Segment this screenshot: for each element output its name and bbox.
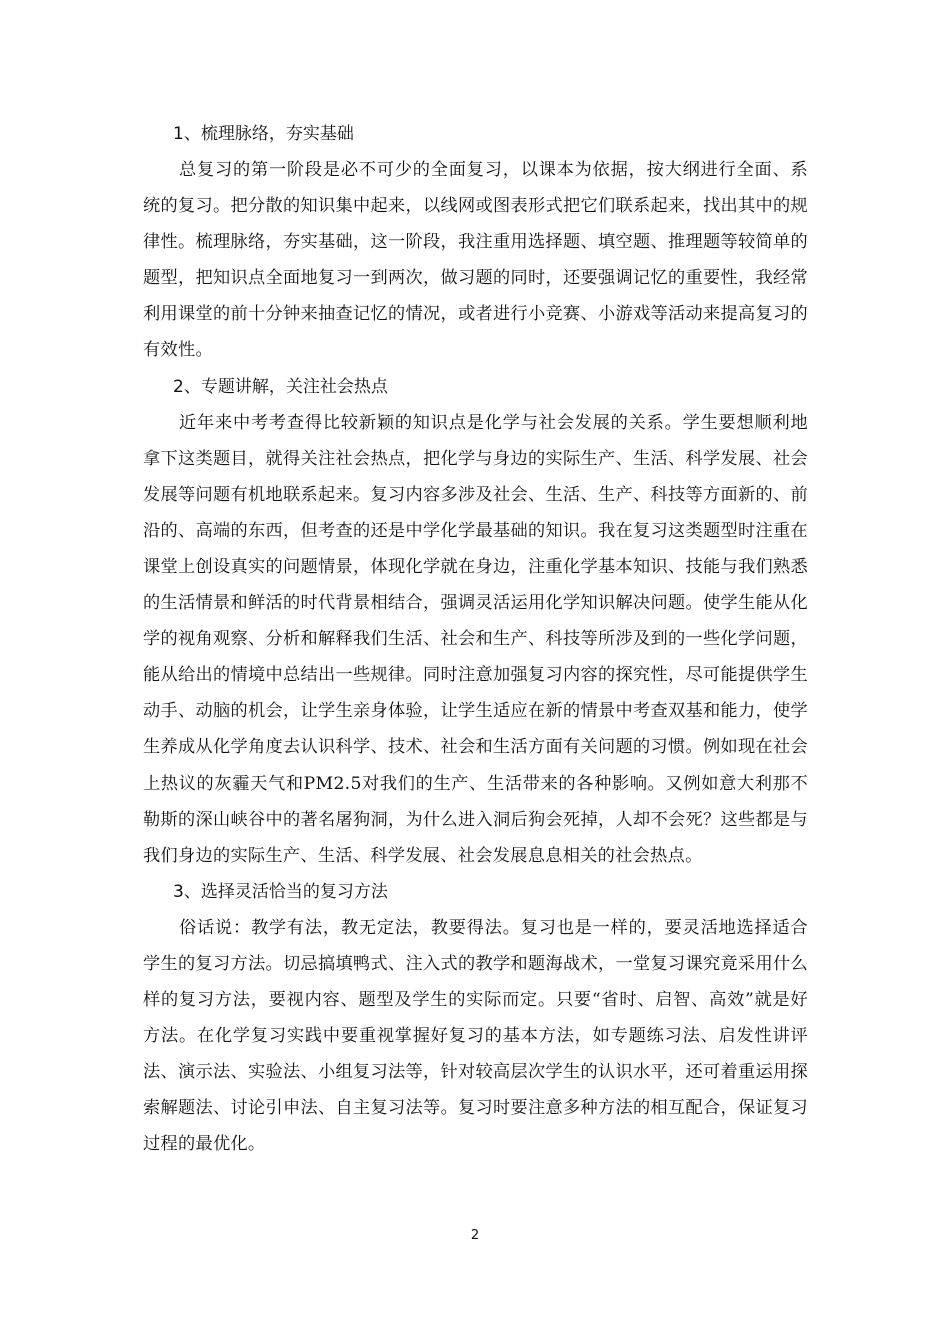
section-1 [143,116,808,369]
page-number: 2 [470,1228,480,1243]
section-heading: 1、梳理脉络，夯实基础 [173,124,354,144]
section-paragraph: 俗话说：教学有法，教无定法，教要得法。复习也是一样的，要灵活地选择适合学生的复习方法。切忌搞填鸭式、注入式的教学和题海战术，一堂复习课究竟采用什么样的复习方法，要视内容、题型及学生的实际而定。只要“省时、启智、高效”就是好方法。在化学复习实践中要重视掌握好复习的基本方法，如专题练习法、启发性讲评法、演示法、实验法、小组复习法等，针对较高层次学生的认识水平，还可着重运用探索解题法、讨论引申法、自主复习法等。复习时要注意多种方法的相互配合，保证复习过程的最优化。 [143,917,808,1155]
section-paragraph: 近年来中考考查得比较新颖的知识点是化学与社会发展的关系。学生要想顺利地拿下这类题目，就得关注社会热点，把化学与身边的实际生产、生活、科学发展、社会发展等问题有机地联系起来。复习内容多涉及社会、生活、生产、科技等方面新的、前沿的、高端的东西，但考查的还是中学化学最基础的知识。我在复习这类题型时注重在课堂上创设真实的问题情景，体现化学就在身边，注重化学基本知识、技能与我们熟悉的生活情景和鲜活的时代背景相结合，强调灵活运用化学知识解决问题。使学生能从化学的视角观察、分析和解释我们生活、社会和生产、科技等所涉及到的一些化学问题，能从给出的情境中总结出一些规律。同时注意加强复习内容的探究性，尽可能提供学生动手、动脑的机会，让学生亲身体验，让学生适应在新的情景中考查双基和能力，使学生养成从化学角度去认识科学、技术、社会和生活方面有关问题的习惯。例如现在社会上热议的灰霾天气和PM2.5对我们的生产、生活带来的各种影响。又例如意大利那不勒斯的深山峡谷中的著名屠狗洞，为什么进入洞后狗会死掉，人却不会死？这些都是与我们身边的实际生产、生活、科学发展、社会发展息息相关的社会热点。 [143,412,808,866]
document-body [143,116,808,1162]
section-heading: 3、选择灵活恰当的复习方法 [173,881,388,902]
section-3 [143,874,808,1163]
section-2 [143,369,808,874]
section-paragraph: 总复习的第一阶段是必不可少的全面复习，以课本为依据，按大纲进行全面、系统的复习。把分散的知识集中起来，以线网或图表形式把它们联系起来，找出其中的规律性。梳理脉络，夯实基础，这一阶段，我注重用选择题、填空题、推理题等较简单的题型，把知识点全面地复习一到两次，做习题的同时，还要强调记忆的重要性，我经常利用课堂的前十分钟来抽查记忆的情况，或者进行小竞赛、小游戏等活动来提高复习的有效性。 [143,160,808,361]
section-heading: 2、专题讲解，关注社会热点 [173,376,388,397]
